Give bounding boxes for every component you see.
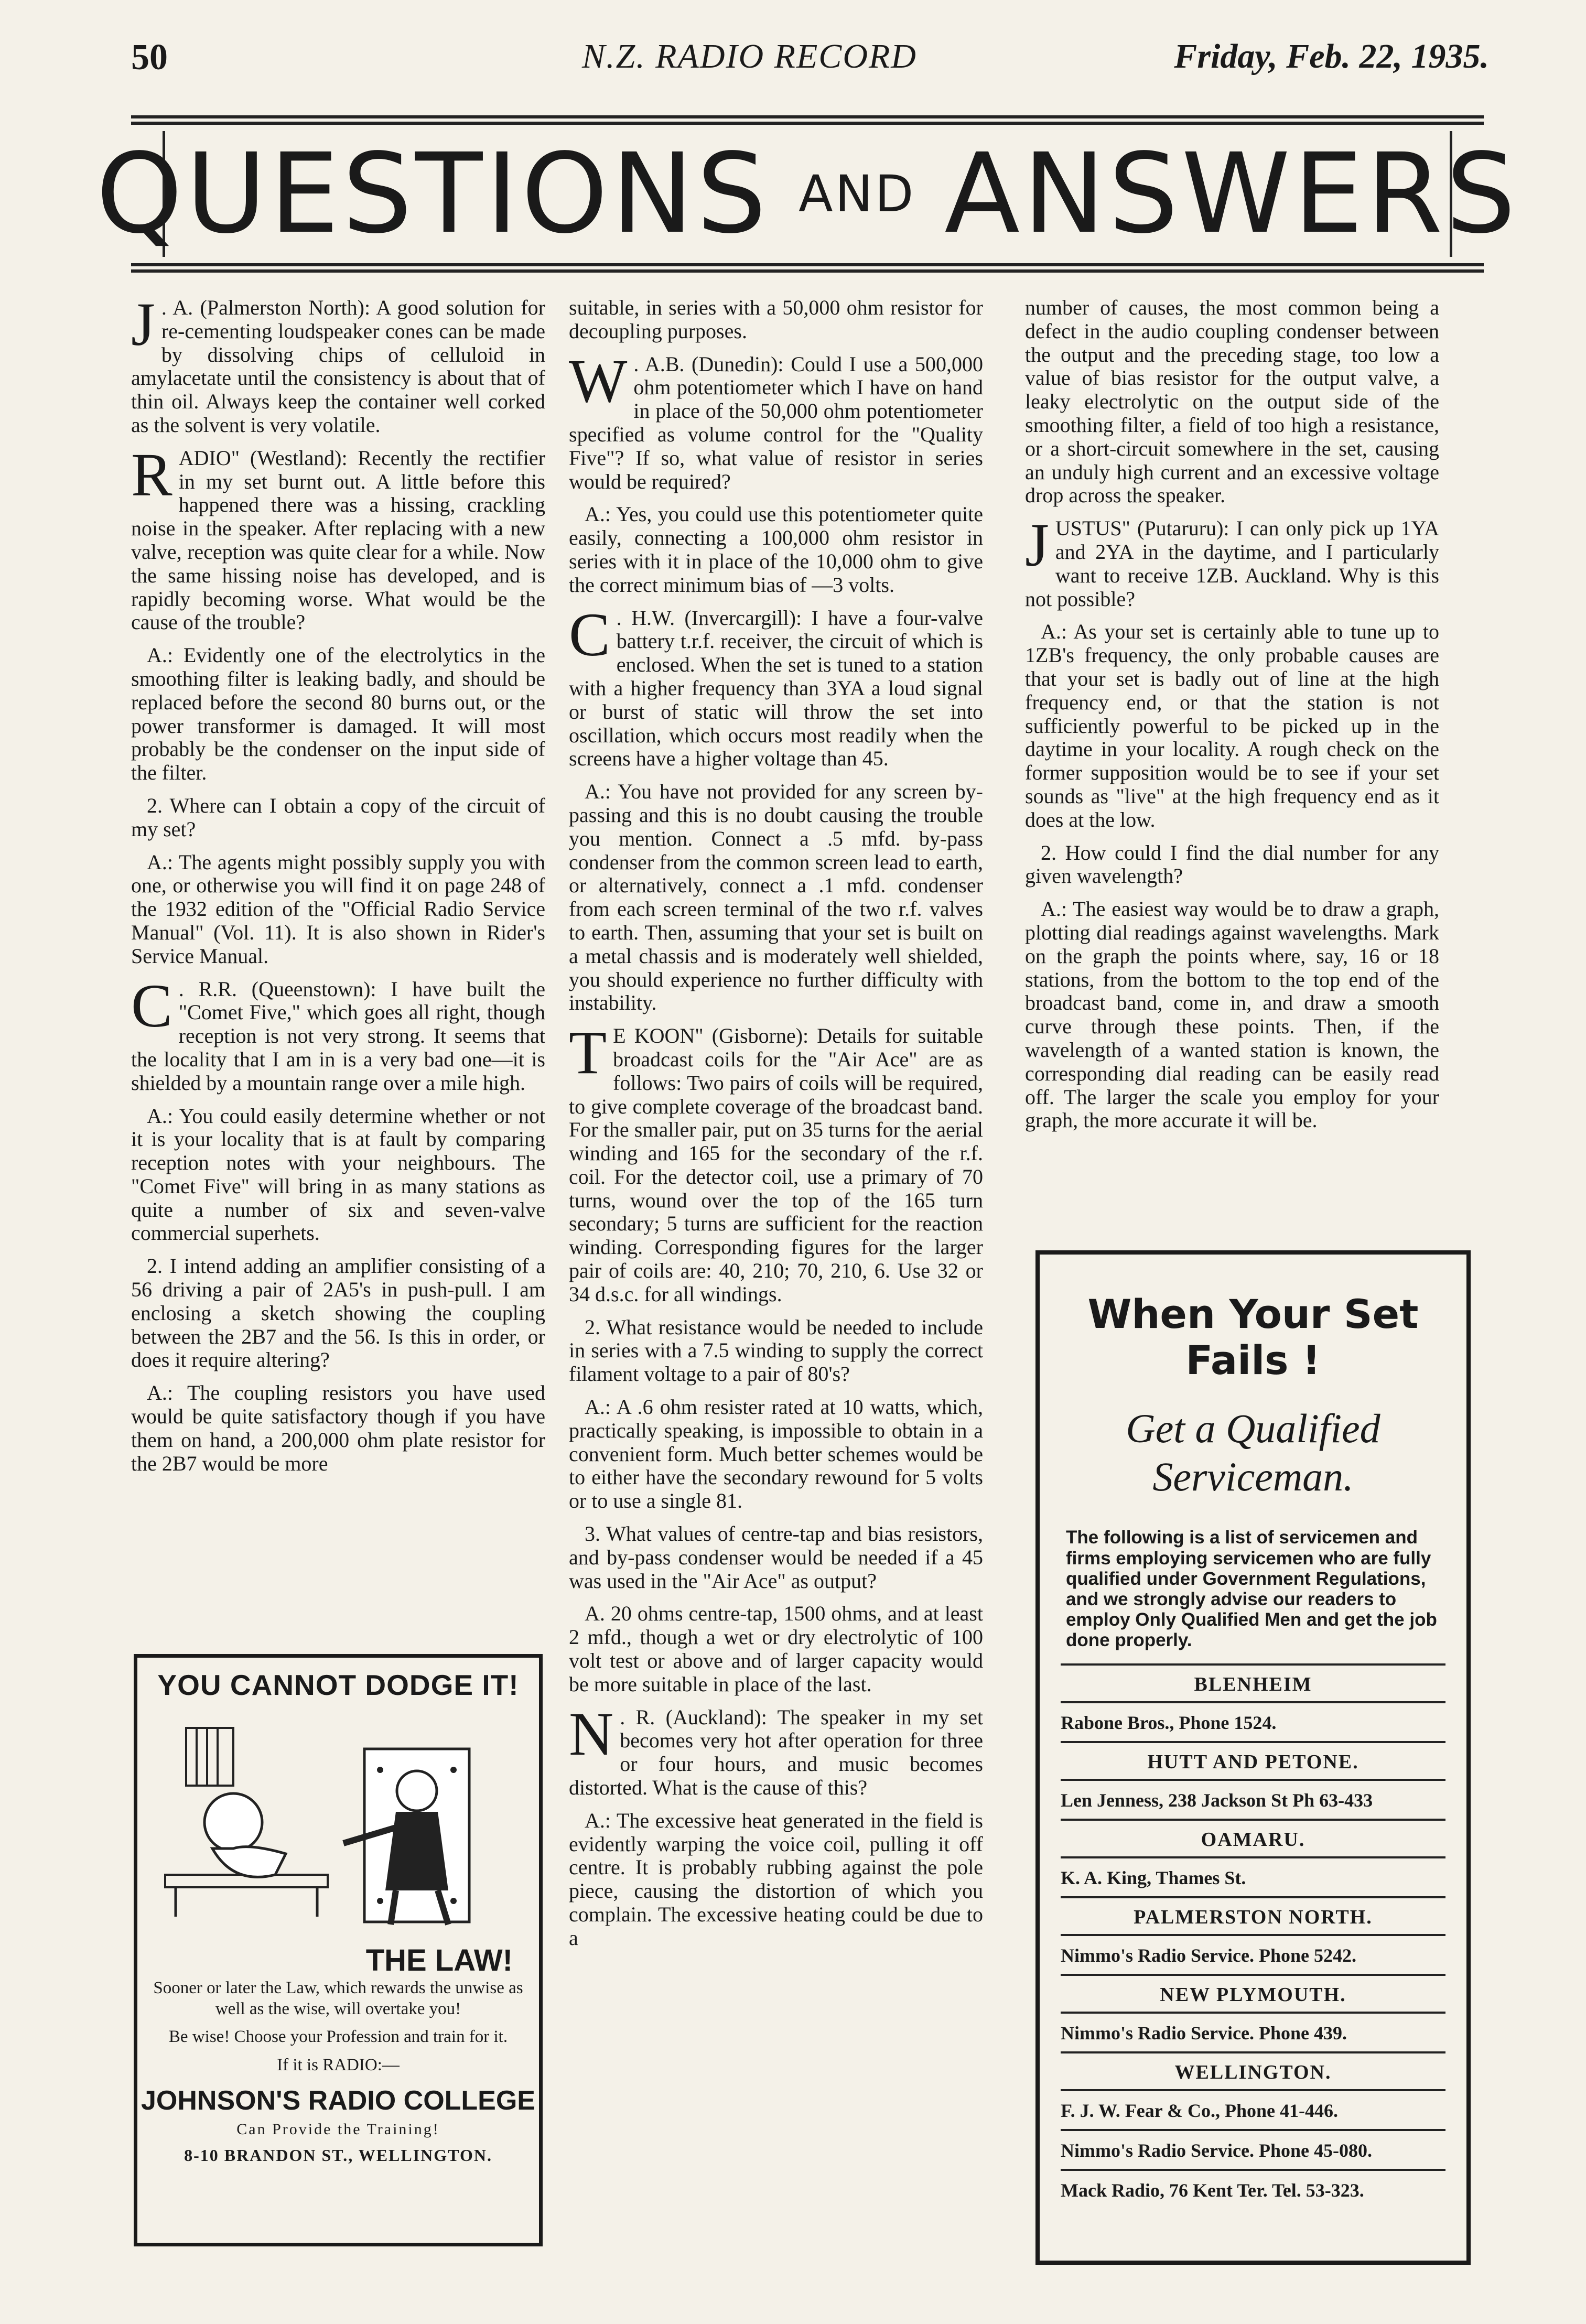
paragraph [569,503,983,597]
drop-cap: R [131,440,172,509]
region-heading: OAMARU. [1201,1828,1306,1851]
section-banner [96,115,1519,273]
paragraph [1025,620,1439,831]
paragraph [1025,511,1439,611]
ad-line-2: Be wise! Choose your Profession and train for it. [168,2027,508,2047]
banner-word-questions: QUESTIONS [96,129,770,258]
drop-cap: C [569,600,610,669]
serviceman-entry: Len Jenness, 238 Jackson St Ph 63-433 [1061,1789,1373,1811]
region-heading: BLENHEIM [1194,1673,1312,1695]
paragraph [1025,296,1439,507]
paragraph-text: A.: Evidently one of the electrolytics in the smoothing filter is leaking badly, and should be replaced before the second 80 burns out, or the power transformer is damaged. It will most probably be the condenser on the input side of the filter. [131,643,545,785]
paragraph [569,600,983,771]
paragraph [569,1316,983,1386]
paragraph [569,1699,983,1800]
column-1 [131,290,545,1485]
paragraph-text: 2. I intend adding an amplifier consisting of a 56 driving a pair of 2A5's in push-pull. I am enclosing a sketch showing the coupling between the 2B7 and the 56. Is this in order, or does it require altering? [131,1254,545,1372]
paragraph [131,290,545,437]
paragraph [131,851,545,968]
paragraph-text: . R.R. (Queenstown): I have built the "Comet Five," which goes all right, though reception is not very strong. It seems that the locality that I am in is a very bad one—it is shielded by a mountain range over a mile high. [131,977,545,1095]
paragraph [131,644,545,785]
paragraph [131,1381,545,1475]
serviceman-entry: Nimmo's Radio Service. Phone 439. [1061,2022,1347,2044]
region-heading: NEW PLYMOUTH. [1160,1983,1346,2006]
paragraph-text: A.: A .6 ohm resister rated at 10 watts, which, practically speaking, is impossible to obtain in a convenient form. Much better schemes would be to either have the secondary rewound for 5 volts or to use a single 81. [569,1395,983,1513]
drop-cap: C [131,971,172,1040]
paragraph [131,1255,545,1372]
serviceman-entry: Rabone Bros., Phone 1524. [1061,1712,1277,1733]
masthead: N.Z. RADIO RECORD [582,37,917,75]
paragraph-text: A.: The agents might possibly supply you with one, or otherwise you will find it on page 248 of the 1932 edition of the "Official Radio Service Manual" (Vol. 11). It is also shown in Rider's Service Manual. [131,850,545,968]
serviceman-entry: K. A. King, Thames St. [1061,1867,1246,1888]
paragraph-text: A. 20 ohms centre-tap, 1500 ohms, and at least 2 mfd., though a wet or dry electrolytic of 100 volt test or above and of larger capacity would be more suitable in place of the last. [569,1602,983,1696]
paragraph [569,346,983,494]
johnsons-radio-college-ad [134,1654,543,2246]
region-heading: HUTT AND PETONE. [1147,1750,1359,1773]
column-2 [569,296,983,1960]
paragraph-text: . H.W. (Invercargill): I have a four-valve battery t.r.f. receiver, the circuit of which is enclosed. When the set is tuned to a station with a higher frequency than 3YA a loud signal or burst of static will throw the set into oscillation, which occurs most readily when the screens have a higher voltage than 45. [569,606,983,771]
paragraph [1025,841,1439,889]
paragraph-text: . A.B. (Dunedin): Could I use a 500,000 ohm potentiometer which I have on hand in place of the 50,000 ohm potentiometer specified as volume control for the "Quality Five"? If so, what value of resistor in series would be required? [569,352,983,493]
paragraph-text: ADIO" (Westland): Recently the rectifier in my set burnt out. A little before this happened there was a hissing, crackling noise in the speaker. After replacing with a new valve, reception was quite clear for a while. Now the same hissing noise has developed, and is rapidly becoming worse. What would be the cause of the trouble? [131,446,545,634]
region-heading: PALMERSTON NORTH. [1134,1906,1373,1928]
paragraph-text: E KOON" (Gisborne): Details for suitable broadcast coils for the "Air Ace" are as follows: Two pairs of coils will be required, to give complete coverage of the broadcast band. For the smaller pair, put on 35 turns for the aerial winding and 165 for the secondary of the r.f. coil. For the detector coil, use a primary of 70 turns, wound over the top of the 165 turn secondary; 5 turns are sufficient for the reaction winding. Corresponding figures for the larger pair of coils are: 40, 210; 70, 210, 6. Use 32 or 34 d.s.c. for all windings. [569,1024,983,1306]
serviceman-list [1040,1663,1466,2209]
drop-cap: W [569,346,628,415]
paragraph-text: 2. How could I find the dial number for any given wavelength? [1025,840,1439,888]
paragraph-text: suitable, in series with a 50,000 ohm resistor for decoupling purposes. [569,296,983,343]
region-heading: WELLINGTON. [1174,2061,1332,2083]
college-name: JOHNSON'S RADIO COLLEGE [141,2085,535,2116]
paragraph-text: 3. What values of centre-tap and bias resistors, and by-pass condenser would be needed if a 45 was used in the "Air Ace" as output? [569,1522,983,1593]
paragraph-text: . A. (Palmerston North): A good solution for re-cementing loudspeaker cones can be made by dissolving chips of celluloid in amylacetate until the consistency is about that of thin oil. Always keep the container well corked as the solvent is very volatile. [131,296,545,437]
drop-cap: T [569,1018,607,1087]
paragraph [131,440,545,634]
paragraph [1025,898,1439,1132]
ad-law: THE LAW! [365,1943,513,1977]
ad-headline: YOU CANNOT DODGE IT! [157,1669,519,1701]
ad-headline-1: When Your Set Fails ! [1087,1291,1419,1384]
column-3 [1025,296,1439,1142]
paragraph [569,1522,983,1593]
ad-provide: Can Provide the Training! [236,2120,440,2138]
paragraph [131,1105,545,1246]
paragraph-text: . R. (Auckland): The speaker in my set becomes very hot after operation for three or four hours, and music becomes distorted. What is the cause of this? [569,1705,983,1800]
paragraph-text: USTUS" (Putaruru): I can only pick up 1YA and 2YA in the daytime, and I particularly want to receive 1ZB. Auckland. Why is this not possible? [1025,516,1439,611]
paragraph [569,296,983,343]
college-address: 8-10 BRANDON ST., WELLINGTON. [184,2145,492,2165]
paragraph-text: A.: Yes, you could use this potentiometer quite easily, connecting a 100,000 ohm resistor in series with it in place of the 10,000 ohm to give the correct minimum bias of —3 volts. [569,502,983,597]
page-number: 50 [131,37,168,78]
ad-headline-2: Get a Qualified Serviceman. [1126,1406,1380,1500]
drop-cap: J [131,290,155,359]
banner-word-and: AND [798,165,916,223]
paragraph-text: 2. Where can I obtain a copy of the circuit of my set? [131,793,545,841]
paragraph [569,780,983,1015]
paragraph [131,794,545,841]
paragraph [569,1396,983,1513]
paragraph-text: number of causes, the most common being a defect in the audio coupling condenser between the output and the preceding stage, too low a value of bias resistor for the output valve, a leaky electrolytic on the output side of the smoothing filter, a field of too high a resistance, or a short-circuit somewhere in the set, causing an unduly high current and an excessive voltage drop across the speaker. [1025,296,1439,507]
paragraph-text: A.: You could easily determine whether or not it is your locality that is at fault by comparing reception notes with your neighbours. The "Comet Five" will bring in as many stations as quite a number of six and seven-valve commercial superhets. [131,1104,545,1245]
paragraph [131,971,545,1095]
ad-intro: The following is a list of servicemen and firms employing servicemen who are fully qualified under Government Regulations, and we strongly advise our readers to employ Only Qualified Men and get the job done properly. [1066,1527,1437,1651]
paragraph [569,1018,983,1306]
drop-cap: N [569,1699,614,1768]
paragraph [569,1809,983,1950]
issue-date: Friday, Feb. 22, 1935. [1174,37,1489,75]
paragraph-text: A.: As your set is certainly able to tune up to 1ZB's frequency, the only probable causes are that your set is badly out of line at the high frequency end, or that the station is not sufficiently powerful to be picked up in the daytime in your locality. A rough check on the former supposition would be to see if your set sounds as "live" at the high frequency end as it does at the low. [1025,620,1439,831]
serviceman-entry: Nimmo's Radio Service. Phone 45-080. [1061,2139,1372,2161]
ad-line-3: If it is RADIO:— [277,2055,400,2074]
ad-line-1: Sooner or later the Law, which rewards the unwise as well as the wise, will overtake you! [153,1979,523,2018]
cartoon-illustration [155,1717,522,1938]
serviceman-ad [1035,1250,1471,2265]
page-header [131,37,1489,94]
paragraph [569,1602,983,1696]
serviceman-entry: Nimmo's Radio Service. Phone 5242. [1061,1944,1356,1966]
paragraph-text: 2. What resistance would be needed to include in series with a 7.5 winding to supply the correct filament voltage to a pair of 80's? [569,1315,983,1386]
paragraph-text: A.: You have not provided for any screen by-passing and this is no doubt causing the trouble you mention. Connect a .5 mfd. by-pass condenser from the common screen lead to earth, or alternatively, connect a .1 mfd. condenser from each screen terminal of the two r.f. valves to earth. Then, assuming that your set is built on a metal chassis and is moderately well shielded, you should experience no further difficulty with instability. [569,780,983,1015]
serviceman-entry: Mack Radio, 76 Kent Ter. Tel. 53-323. [1061,2179,1364,2201]
banner-word-answers: ANSWERS [944,129,1519,258]
paragraph-text: A.: The easiest way would be to draw a graph, plotting dial readings against wavelengths. Mark on the graph the points where, say, 16 or 18 stations, from the bottom to the top end of the broadcast band, come in, and draw a smooth curve through these points. Then, if the wavelength of a wanted station is known, the corresponding dial reading can be easily read off. The larger the scale you employ for your graph, the more accurate it will be. [1025,897,1439,1132]
serviceman-entry: F. J. W. Fear & Co., Phone 41-446. [1061,2100,1339,2121]
drop-cap: J [1025,511,1049,580]
paragraph-text: A.: The excessive heat generated in the field is evidently warping the voice coil, pulling it off centre. It is probably rubbing against the pole piece, causing the distortion of which you complain. The excessive heating could be due to a [569,1808,983,1950]
paragraph-text: A.: The coupling resistors you have used would be quite satisfactory though if you have them on hand, a 200,000 ohm plate resistor for the 2B7 would be more [131,1381,545,1475]
